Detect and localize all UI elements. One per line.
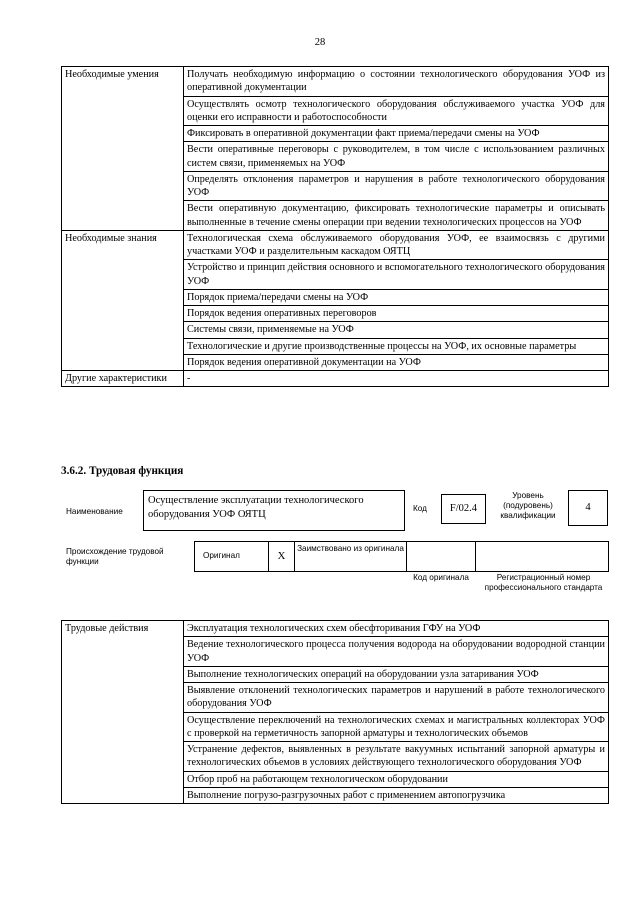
origin-reg-caption: Регистрационный номер профессионального стандарта	[484, 573, 603, 592]
origin-code-caption: Код оригинала	[413, 573, 469, 582]
knowledge-item: Системы связи, применяемые на УОФ	[184, 322, 609, 338]
requirements-table	[61, 66, 609, 387]
skill-item: Определять отклонения параметров и нарушения в работе технологического оборудования УОФ	[184, 171, 609, 201]
origin-code-cell	[407, 542, 476, 571]
qualification-level-label: Уровень (подуровень) квалификации	[500, 491, 556, 520]
knowledge-label: Необходимые знания	[62, 230, 184, 370]
section-title: 3.6.2. Трудовая функция	[61, 465, 184, 477]
skill-item: Вести оперативные переговоры с руководителем, в том числе с использованием различных систем связи, применяемых на УОФ	[184, 142, 609, 172]
action-item: Выявление отклонений технологических параметров и нарушений в работе технологического оборудования УОФ	[184, 683, 609, 713]
action-item: Устранение дефектов, выявленных в результате вакуумных испытаний запорной арматуры и технологических объемов в условиях действующего технологического оборудования УОФ	[184, 742, 609, 772]
action-item: Выполнение технологических операций на оборудовании узла затаривания УОФ	[184, 666, 609, 682]
labor-actions-table	[61, 620, 609, 804]
function-name: Осуществление эксплуатации технологического оборудования УОФ ОЯТЦ	[143, 490, 405, 531]
origin-borrowed-label: Заимствовано из оригинала	[295, 542, 407, 571]
action-item: Ведение технологического процесса получения водорода на оборудовании водородной станции УОФ	[184, 637, 609, 667]
origin-row	[194, 541, 609, 572]
knowledge-item: Порядок приема/передачи смены на УОФ	[184, 289, 609, 305]
action-item: Осуществление переключений на технологических схемах и магистральных коллекторах УОФ с проверкой на герметичность запорной арматуры и технологических объемов	[184, 712, 609, 742]
action-item: Эксплуатация технологических схем обесфторивания ГФУ на УОФ	[184, 621, 609, 637]
knowledge-item: Технологическая схема обслуживаемого оборудования УОФ, ее взаимосвязь с другими участками УОФ и разделительным каскадом ОЯТЦ	[184, 230, 609, 260]
actions-label: Трудовые действия	[62, 621, 184, 804]
action-item: Выполнение погрузо-разгрузочных работ с применением автопогрузчика	[184, 787, 609, 803]
knowledge-item: Устройство и принцип действия основного и вспомогательного технологического оборудования УОФ	[184, 260, 609, 290]
page-number: 28	[314, 37, 326, 48]
knowledge-item: Технологические и другие производственные процессы на УОФ, их основные параметры	[184, 338, 609, 354]
origin-original-mark: X	[269, 542, 295, 571]
skills-label: Необходимые умения	[62, 67, 184, 231]
skill-item: Вести оперативную документацию, фиксировать технологические параметры и описывать выполненные в течение смены операции при ведении технологических процессов на УОФ	[184, 201, 609, 231]
knowledge-item: Порядок ведения оперативной документации на УОФ	[184, 354, 609, 370]
skill-item: Получать необходимую информацию о состоянии технологического оборудования УОФ из оперативной документации	[184, 67, 609, 97]
origin-reg-number-cell	[476, 542, 608, 571]
other-value: -	[184, 371, 609, 387]
qualification-level: 4	[568, 490, 608, 526]
origin-original-cell	[195, 542, 269, 571]
origin-label: Происхождение трудовой функции	[66, 547, 164, 566]
function-name-label: Наименование	[66, 507, 123, 516]
skill-item: Осуществлять осмотр технологического оборудования обслуживаемого участка УОФ для оценки его исправности и работоспособности	[184, 96, 609, 126]
function-code-label: Код	[413, 504, 427, 513]
origin-original-label: Оригинал	[203, 551, 240, 560]
other-label: Другие характеристики	[62, 371, 184, 387]
skill-item: Фиксировать в оперативной документации факт приема/передачи смены на УОФ	[184, 126, 609, 142]
knowledge-item: Порядок ведения оперативных переговоров	[184, 306, 609, 322]
function-code: F/02.4	[441, 494, 486, 524]
action-item: Отбор проб на работающем технологическом оборудовании	[184, 771, 609, 787]
